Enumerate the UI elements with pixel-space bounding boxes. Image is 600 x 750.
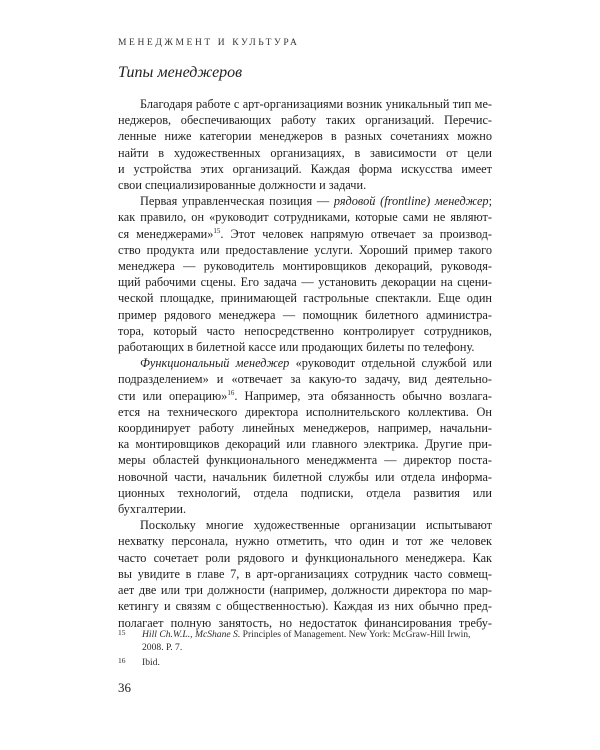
text-line: Первая управленческая позиция — рядовой (frontline) менеджер; — [140, 194, 492, 209]
text-line: ка монтировщиков декораций или главного электрика. Другие при- — [118, 437, 492, 452]
text-line: кетингу и связям с общественностью). Каждая из них обычно пред- — [118, 599, 492, 614]
text-line: подразделением» и «отвечает за какую-то задачу, вид деятельно- — [118, 372, 492, 387]
text-line: как правило, он «руководит сотрудниками, которые сами не являют- — [118, 210, 492, 225]
text-line: новочной части, начальник билетной службы или отдела информа- — [118, 469, 492, 484]
text-line: неджеров, обеспечивающих работу таких организаций. Перечис- — [118, 113, 492, 128]
footnote-ref-15[interactable]: 15 — [213, 226, 221, 235]
text-line: ется на технического директора исполнительского коллектива. Он — [118, 404, 492, 419]
body-text — [118, 96, 492, 631]
text-line: нехватку персонала, нужно отметить, что один и тот же человек — [118, 534, 492, 549]
footnotes — [118, 626, 492, 670]
footnote-16: 16 Ibid. — [118, 656, 160, 669]
text-line: бухгалтерии. — [118, 502, 187, 517]
text-line: Благодаря работе с арт-организациями возник уникальный тип ме- — [140, 97, 492, 111]
text-line: ает две или три должности (например, должности директора по мар- — [118, 583, 492, 598]
term-functional-manager: Функциональный менеджер — [140, 356, 290, 371]
text-line: ство продукта или предоставление услуги. Хороший пример такого — [118, 242, 492, 257]
text-line: тора, который часто непосредственно контролирует сотрудников, — [118, 323, 492, 338]
text-line: ционных технологий, отдела подписки, отдела развития или — [118, 485, 492, 500]
text-line: ленные ниже категории менеджеров в разных сочетаниях можно — [118, 129, 492, 144]
section-title: Типы менеджеров — [118, 64, 243, 81]
footnote-15-continuation: 2008. P. 7. — [142, 642, 183, 654]
text-line: вы увидите в главе 7, в арт-организациях сотрудник часто совмещ- — [118, 566, 492, 581]
text-line: ческой площадке, принимающей гастрольные спектакли. Еще один — [118, 291, 492, 306]
text-line: Поскольку многие художественные организации испытывают — [140, 518, 492, 533]
text-line: меры областей функционального менеджмента — директор поста- — [118, 453, 492, 468]
text-line: свои специализированные должности и задачи. — [118, 178, 367, 193]
footnote-author: Hill Ch.W.L., McShane S. — [142, 629, 241, 640]
text-line: полагает полную занятость, но недостаток финансирования требу- — [118, 615, 492, 630]
text-line: и устройства этих организаций. Каждая форма искусства имеет — [118, 161, 492, 176]
text-line: часто сочетает роли рядового и функционального менеджера. Как — [118, 550, 492, 565]
text-line: щий рабочими сцены. Его задача — установить декорации на сцени- — [118, 275, 492, 290]
page-number: 36 — [118, 680, 131, 695]
text-line: найти в художественных организациях, в зависимости от цели — [118, 145, 492, 160]
text-line: Функциональный менеджер «руководит отдельной службой или — [140, 356, 492, 371]
footnote-number: 16 — [118, 656, 126, 666]
text-line: ся менеджерами»$^{15}$. Этот человек напрямую отвечает за производ- — [118, 226, 492, 241]
text-line: менеджера — руководитель монтировщиков декораций, руководя- — [118, 259, 492, 274]
text-line: работающих в билетной кассе или продающих билеты по телефону. — [118, 340, 475, 355]
term-frontline-manager: рядовой (frontline) менеджер — [333, 194, 489, 209]
footnote-15: 15 Hill Ch.W.L., McShane S. Principles of Management. New York: McGraw-Hill Irwin, — [118, 628, 471, 640]
text-line: координирует работу линейных менеджеров, например, начальни- — [118, 421, 492, 436]
text-line: сти или операцию»$^{16}$. Например, эта обязанность обычно возлага- — [118, 388, 492, 403]
running-head: МЕНЕДЖМЕНТ И КУЛЬТУРА — [118, 38, 300, 48]
text-line: пример рядового менеджера — помощник билетного администра- — [118, 307, 492, 322]
footnote-ref-16[interactable]: 16 — [227, 388, 235, 397]
footnote-number: 15 — [118, 628, 126, 637]
